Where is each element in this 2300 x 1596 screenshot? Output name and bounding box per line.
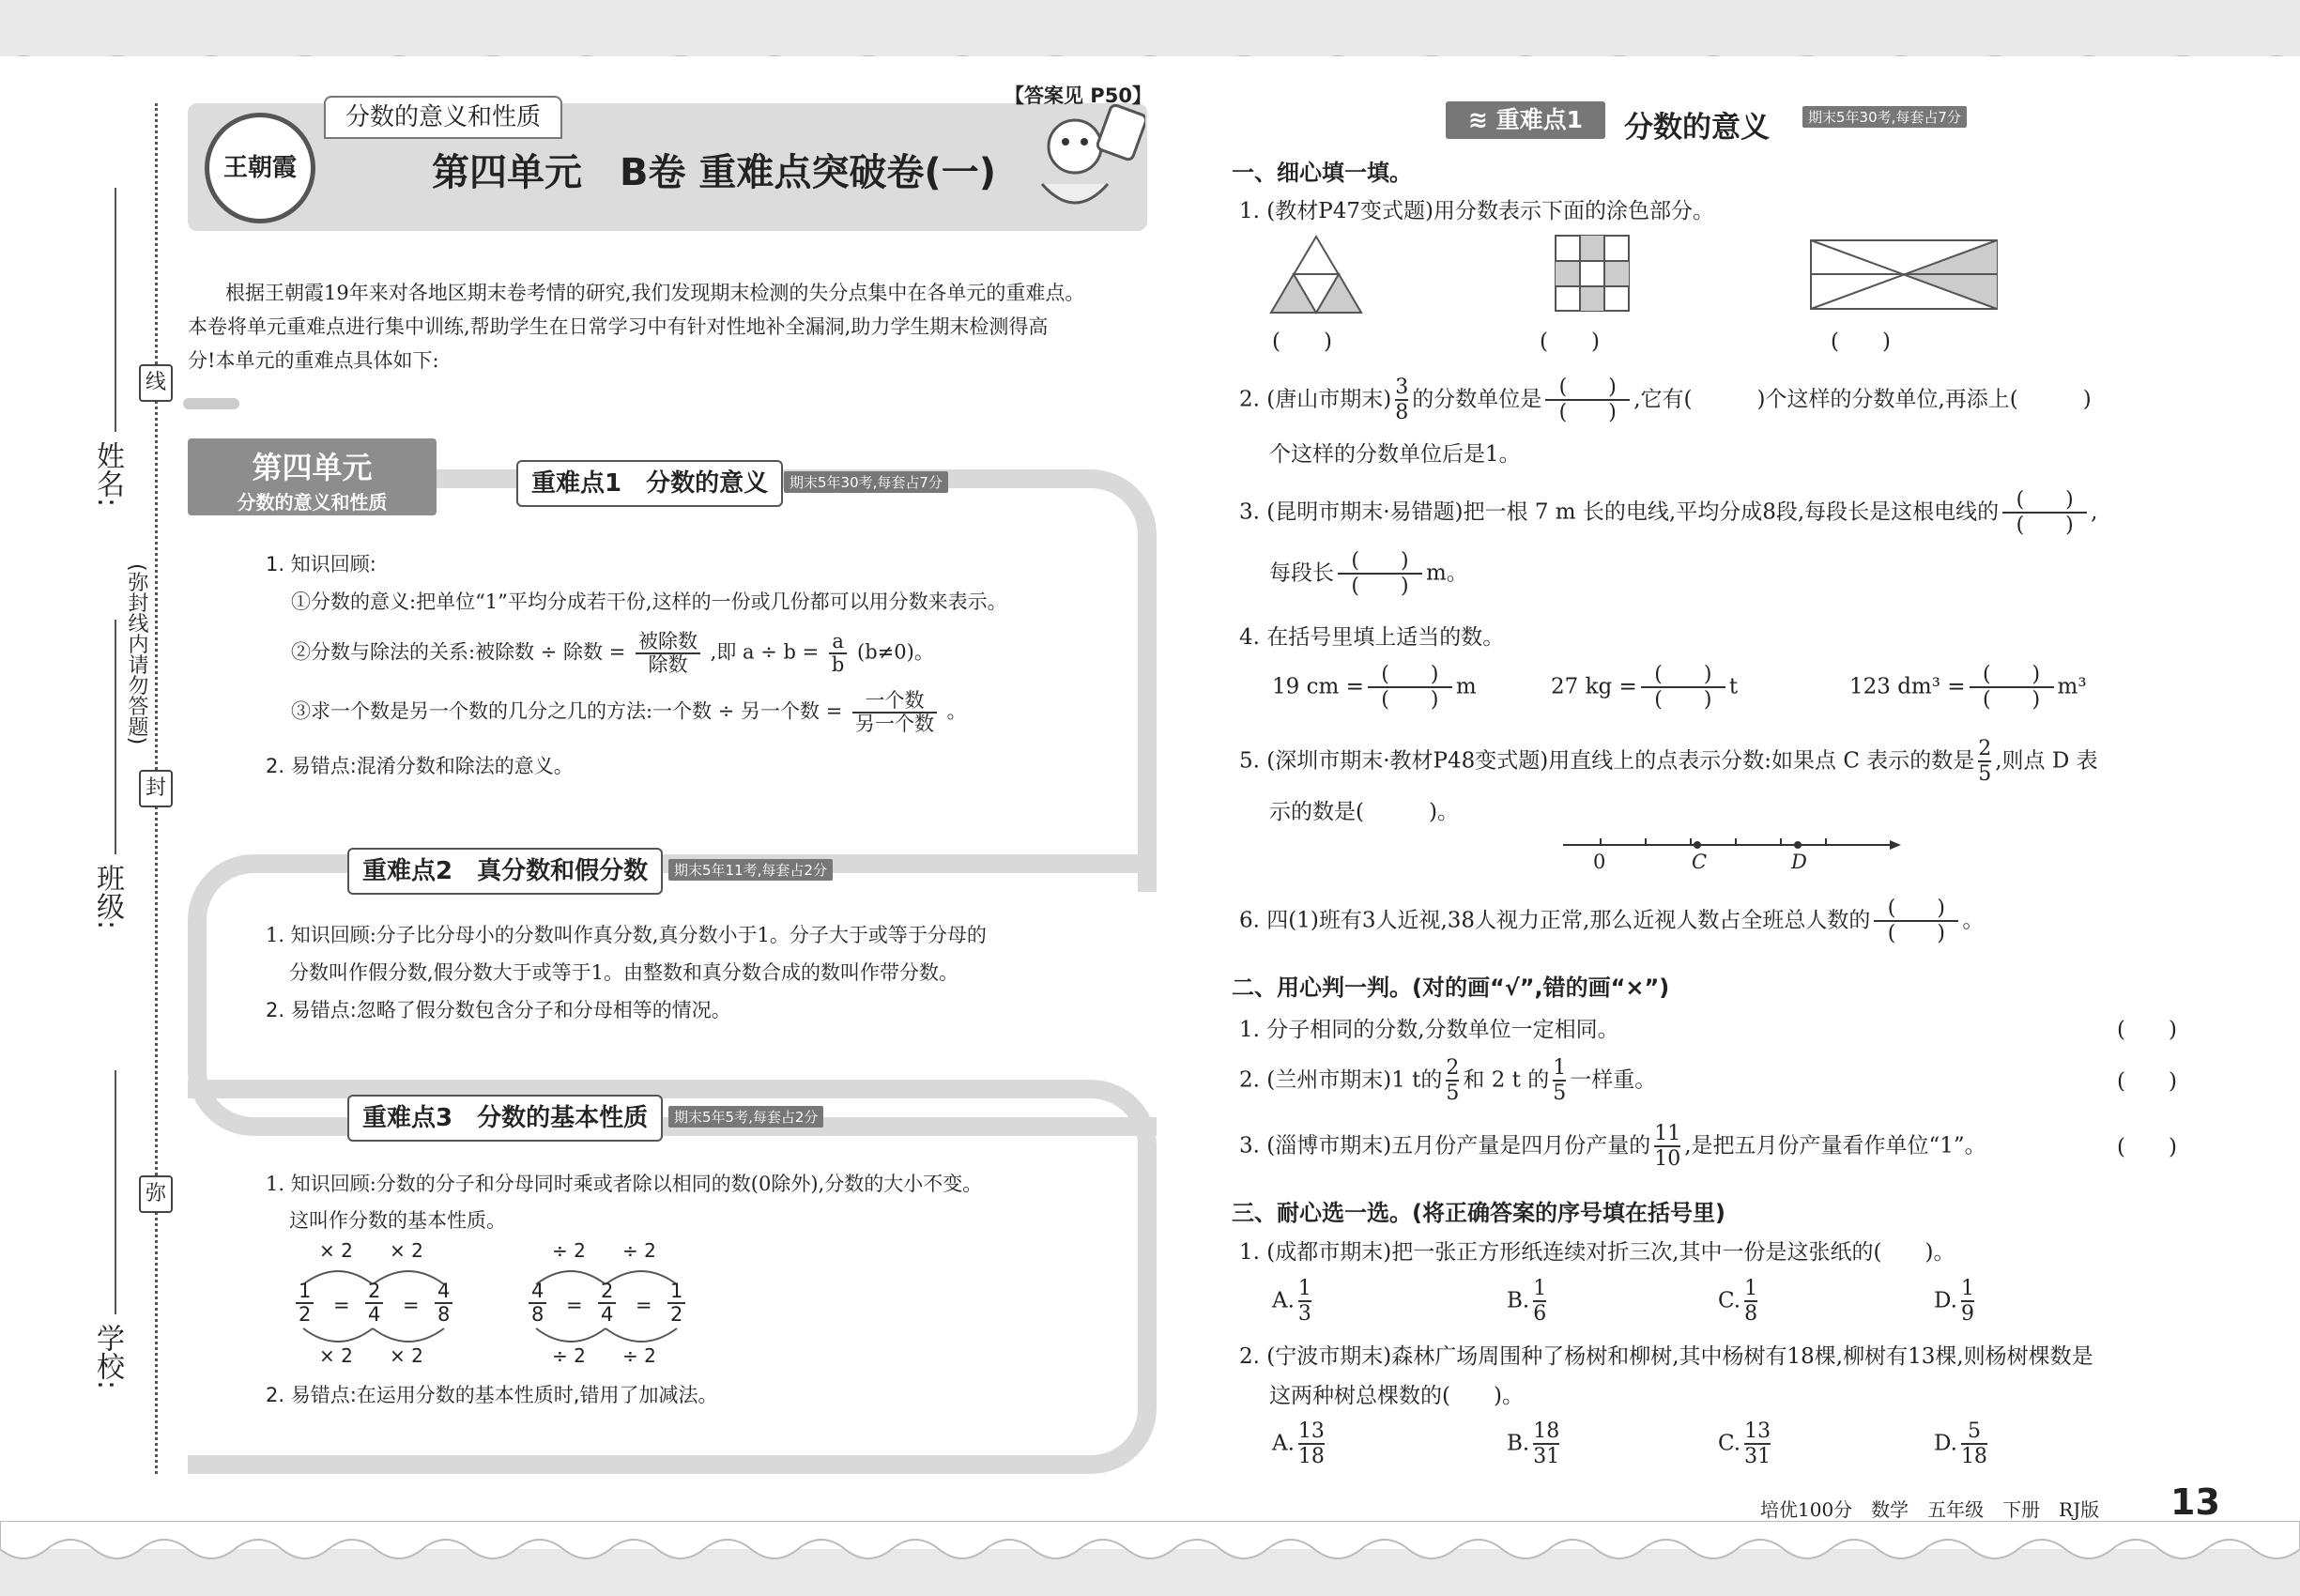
kp1-r3-den: 另一个数 (854, 713, 934, 736)
kp1-r3a: ③求一个数是另一个数的几分之几的方法:一个数 ÷ 另一个数 = (291, 699, 843, 723)
nl-label-d: D (1791, 851, 1807, 873)
kp1-r2-a: a (829, 631, 847, 654)
school-label: 学校: (91, 1324, 124, 1390)
j1-text: 1. 分子相同的分数,分数单位一定相同。 (1239, 1018, 1619, 1042)
c1-opt-c[interactable] (1718, 1277, 1761, 1327)
j3-num: 11 (1654, 1122, 1680, 1147)
c1-d-den: 9 (1960, 1302, 1974, 1327)
c1-b-num: 1 (1533, 1277, 1546, 1302)
kp2-l1: 1. 知识回顾:分子比分母小的分数叫作真分数,真分数小于1。分子大于或等于分母的 (266, 924, 987, 946)
q3-a: 3. (昆明市期末·易错题)把一根 7 m 长的电线,平均分成8段,每段长是这根电线的 (1239, 499, 2000, 525)
c2-b-letter: B. (1507, 1431, 1530, 1456)
j3 (1239, 1122, 1986, 1172)
kp1-mistake: 2. 易错点:混淆分数和除法的意义。 (266, 755, 574, 777)
c1-d-letter: D. (1934, 1288, 1957, 1313)
kp1-label: 重难点1 分数的意义 (516, 460, 783, 507)
kp1-r3 (291, 690, 967, 735)
kp2-l2: 分数叫作假分数,假分数大于或等于1。由整数和真分数合成的数叫作带分数。 (289, 961, 959, 984)
right-kp-badge: ≋ 重难点1 (1446, 101, 1605, 139)
q5-a: 5. (深圳市期末·教材P48变式题)用直线上的点表示分数:如果点 C 表示的数是 (1239, 748, 1975, 774)
ex1-f1-num: 1 (296, 1281, 314, 1304)
q1-answer-3[interactable]: ( ) (1831, 330, 1891, 354)
j3-b: ,是把五月份产量看作单位“1”。 (1684, 1133, 1986, 1159)
q3-line-1: 3. (昆明市期末·易错题)把一根 7 m 长的电线,平均分成8段,每段长是这根电线的 ( ) ( ), (1239, 488, 2098, 538)
bottom-wave-edge (0, 1521, 2300, 1587)
class-label: 班级: (91, 864, 124, 930)
name-field[interactable] (115, 188, 116, 432)
c2-opt-c[interactable] (1718, 1420, 1774, 1469)
unit-badge-subtitle: 分数的意义和性质 (237, 491, 388, 514)
logo-text: 王朝霞 (222, 154, 297, 182)
kp1-r2c: (b≠0)。 (857, 640, 934, 664)
c2-a-den: 18 (1297, 1445, 1325, 1469)
j2-a: 2. (兰州市期末)1 t的 (1239, 1067, 1443, 1093)
kp1-r1: ①分数的意义:把单位“1”平均分成若干份,这样的一份或几份都可以用分数来表示。 (291, 591, 1007, 613)
q2-line-2: 个这样的分数单位后是1。 (1269, 442, 1521, 467)
kp1-tag: 期末5年30考,每套占7分 (784, 471, 948, 493)
kp3-label: 重难点3 分数的基本性质 (347, 1095, 663, 1142)
q4b-blank[interactable]: ( ) ( ) (1641, 663, 1725, 713)
kp3-tag: 期末5年5考,每套占2分 (668, 1106, 823, 1128)
q4c-label: 123 dm³ = (1849, 674, 1966, 699)
right-kp-tag: 期末5年30考,每套占7分 (1802, 106, 1967, 128)
q4a-blank[interactable]: ( ) ( ) (1368, 663, 1452, 713)
q4b-unit: t (1728, 674, 1739, 699)
c1-a-num: 1 (1298, 1277, 1311, 1302)
name-label: 姓名: (91, 441, 124, 508)
ex1-op-bottom-1: × 2 (319, 1344, 353, 1367)
answer-ref: 【答案见 P50】 (1004, 84, 1152, 107)
j2-b: 和 2 t 的 (1463, 1067, 1550, 1093)
q3-blank-frac-1[interactable]: ( ) ( ) (2002, 488, 2087, 538)
c2-c-letter: C. (1718, 1431, 1741, 1456)
nl-label-0: 0 (1593, 851, 1606, 873)
track-top (188, 469, 1157, 892)
train-icon (183, 394, 239, 413)
ex2-f1-num: 4 (529, 1281, 546, 1304)
q6-text: 6. 四(1)班有3人近视,38人视力正常,那么近视人数占全班总人数的 (1239, 908, 1871, 933)
q4a (1272, 663, 1477, 713)
q4b (1551, 663, 1738, 713)
header-tab: 分数的意义和性质 (324, 96, 562, 139)
ex2-f2-num: 2 (598, 1281, 616, 1304)
q4c (1849, 663, 2087, 713)
c1-c-num: 1 (1744, 1277, 1757, 1302)
q3-blank-frac-2[interactable]: ( ) ( ) (1338, 549, 1422, 599)
ex2-f3-den: 2 (670, 1303, 683, 1327)
c1-opt-d[interactable] (1934, 1277, 1978, 1327)
q2-num: 3 (1395, 376, 1408, 401)
section-1-heading: 一、细心填一填。 (1232, 160, 1412, 186)
page-number: 13 (2170, 1481, 2220, 1523)
section-3-heading: 三、耐心选一选。(将正确答案的序号填在括号里) (1232, 1200, 1725, 1226)
ex1-eq-2: = (403, 1294, 420, 1316)
number-line (1563, 836, 1901, 873)
q5-line-2: 示的数是( )。 (1269, 800, 1459, 824)
c2-opt-a[interactable] (1272, 1420, 1328, 1469)
ex1-f1-den: 2 (299, 1303, 312, 1327)
j3-a: 3. (淄博市期末)五月份产量是四月份产量的 (1239, 1133, 1651, 1159)
c2-a-letter: A. (1272, 1431, 1295, 1456)
intro-line-2: 本卷将单元重难点进行集中训练,帮助学生在日常学习中有针对性地补全漏洞,助力学生期末检测得高 (188, 315, 1049, 338)
c2-line-1: 2. (宁波市期末)森林广场周围种了杨树和柳树,其中杨树有18棵,柳树有13棵,则杨树棵数是 (1239, 1344, 2093, 1369)
j1-answer[interactable]: ( ) (2117, 1018, 2177, 1042)
kp1-review-title: 1. 知识回顾: (266, 553, 376, 575)
q2-line-1 (1239, 376, 2092, 425)
kp3-l2: 这叫作分数的基本性质。 (289, 1209, 506, 1232)
unit-badge-title: 第四单元 (252, 450, 373, 485)
c1-text: 1. (成都市期末)把一张正方形纸连续对折三次,其中一份是这张纸的( )。 (1239, 1240, 1955, 1265)
q6-blank[interactable]: ( ) ( ) (1874, 897, 1958, 946)
c2-c-num: 13 (1744, 1420, 1771, 1445)
ex2-op-bottom-2: ÷ 2 (622, 1344, 656, 1367)
kp3-l1: 1. 知识回顾:分数的分子和分母同时乘或者除以相同的数(0除外),分数的大小不变。 (266, 1173, 983, 1195)
q5-b: ,则点 D 表 (1995, 748, 2098, 774)
j2-c: 一样重。 (1570, 1067, 1657, 1093)
q1-text: 1. (教材P47变式题)用分数表示下面的涂色部分。 (1239, 199, 1714, 223)
c1-opt-a[interactable] (1272, 1277, 1315, 1327)
ex1-f2-den: 4 (368, 1303, 381, 1327)
kp1-r3b: 。 (946, 699, 967, 723)
c2-line-2: 这两种树总棵数的( )。 (1269, 1384, 1524, 1408)
kp1-r2a: ②分数与除法的关系:被除数 ÷ 除数 = (291, 640, 626, 664)
q3-line-2 (1269, 549, 1468, 599)
q1-answer-1[interactable]: ( ) (1272, 330, 1332, 354)
q2-source: 2. (唐山市期末) (1239, 387, 1392, 412)
c2-d-letter: D. (1934, 1431, 1957, 1456)
q5-line-1 (1239, 737, 2098, 787)
j3-den: 10 (1654, 1147, 1681, 1172)
property-example-multiply (286, 1239, 474, 1371)
right-kp-label: 重难点1 (1495, 106, 1584, 133)
q2-den: 8 (1395, 401, 1409, 425)
c1-c-letter: C. (1718, 1288, 1741, 1313)
ex2-op-top-2: ÷ 2 (622, 1239, 656, 1262)
ex2-op-bottom-1: ÷ 2 (552, 1344, 586, 1367)
q4c-unit: m³ (2057, 674, 2087, 699)
kp1-r2-num: 被除数 (636, 631, 700, 654)
q3-c: m。 (1426, 560, 1468, 586)
j3-answer[interactable]: ( ) (2117, 1135, 2177, 1159)
kp1-r2 (291, 631, 934, 676)
q4a-unit: m (1455, 674, 1477, 699)
seal-note: (弥封线内请勿答题) (125, 563, 148, 745)
ex2-f1-den: 8 (531, 1303, 544, 1327)
right-kp-title: 分数的意义 (1624, 111, 1770, 145)
ex1-op-top-1: × 2 (319, 1239, 353, 1262)
ex1-f2-num: 2 (365, 1281, 383, 1304)
q4-text: 4. 在括号里填上适当的数。 (1239, 625, 1505, 650)
ex1-op-top-2: × 2 (390, 1239, 423, 1262)
c1-b-den: 6 (1533, 1302, 1547, 1327)
kp1-r3-num: 一个数 (852, 690, 937, 714)
ex1-f3-num: 4 (435, 1281, 452, 1304)
property-example-divide (519, 1239, 707, 1371)
j2-num1: 2 (1446, 1056, 1459, 1082)
kp2-tag: 期末5年11考,每套占2分 (668, 859, 833, 881)
ex1-op-bottom-2: × 2 (390, 1344, 423, 1367)
c1-a-den: 3 (1297, 1302, 1311, 1327)
j2-answer[interactable]: ( ) (2117, 1069, 2177, 1094)
ex2-eq-2: = (636, 1294, 652, 1316)
rectangle-figure (1810, 239, 1998, 310)
ex2-op-top-1: ÷ 2 (552, 1239, 586, 1262)
q4b-label: 27 kg = (1551, 674, 1637, 699)
nl-label-c: C (1692, 851, 1708, 873)
c1-opt-b[interactable] (1507, 1277, 1550, 1327)
seal-mark: 封 (139, 770, 173, 807)
ex1-eq-1: = (333, 1294, 350, 1316)
c1-d-num: 1 (1961, 1277, 1974, 1302)
j2-den2: 5 (1553, 1082, 1567, 1106)
kp3-mistake: 2. 易错点:在运用分数的基本性质时,错用了加减法。 (266, 1384, 718, 1406)
triangle-figure (1269, 235, 1363, 315)
c2-opt-b[interactable] (1507, 1420, 1563, 1469)
c1-a-letter: A. (1272, 1288, 1295, 1313)
class-field[interactable] (115, 620, 116, 854)
kp1-r2-den: 除数 (648, 653, 688, 677)
c2-a-num: 13 (1298, 1420, 1325, 1445)
c2-d-num: 5 (1961, 1420, 1987, 1445)
page-title: 第四单元 B卷 重难点突破卷(一) (432, 151, 996, 194)
q5-den: 5 (1978, 762, 1992, 787)
intro-line-3: 分!本单元的重难点具体如下: (188, 349, 439, 372)
intro-line-1: 根据王朝霞19年来对各地区期末卷考情的研究,我们发现期末检测的失分点集中在各单元的重难点。 (225, 282, 1085, 304)
q4c-blank[interactable]: ( ) ( ) (1970, 663, 2054, 713)
c2-b-num: 18 (1533, 1420, 1559, 1445)
q5-num: 2 (1978, 737, 1991, 762)
grid-figure (1555, 235, 1630, 312)
footer-text: 培优100分 数学 五年级 下册 RJ版 (1760, 1498, 2100, 1521)
q2-b: 的分数单位是 (1412, 387, 1542, 412)
kp1-r2-b: b (831, 653, 845, 677)
q3-b: 每段长 (1269, 560, 1334, 586)
j2-num2: 1 (1553, 1056, 1566, 1082)
ex2-eq-1: = (566, 1294, 583, 1316)
q1-answer-2[interactable]: ( ) (1540, 330, 1600, 354)
c2-opt-d[interactable] (1934, 1420, 1991, 1469)
kp2-l3: 2. 易错点:忽略了假分数包含分子和分母相等的情况。 (266, 999, 731, 1021)
ex1-f3-den: 8 (437, 1303, 451, 1327)
section-2-heading: 二、用心判一判。(对的画“√”,错的画“×”) (1232, 974, 1670, 1001)
mi-mark: 弥 (139, 1175, 173, 1213)
c1-c-den: 8 (1744, 1302, 1758, 1327)
q2-blank-frac[interactable]: ( ) ( ) (1545, 376, 1630, 425)
kp1-r2b: ,即 a ÷ b = (710, 640, 820, 664)
j2 (1239, 1056, 1656, 1106)
publisher-logo (205, 113, 315, 223)
cartoon-mascot-icon (986, 90, 1145, 231)
ex2-f2-den: 4 (601, 1303, 614, 1327)
j2-den1: 5 (1446, 1082, 1460, 1106)
kp2-label: 重难点2 真分数和假分数 (347, 848, 663, 895)
c2-d-den: 18 (1960, 1445, 1987, 1469)
q2-c: ,它有( )个这样的分数单位,再添上( ) (1633, 387, 2092, 412)
unit-badge (188, 438, 437, 515)
line-mark: 线 (139, 364, 173, 402)
c2-b-den: 31 (1533, 1445, 1560, 1469)
school-field[interactable] (115, 1070, 116, 1314)
ex2-f3-num: 1 (667, 1281, 685, 1304)
q4a-label: 19 cm = (1272, 674, 1364, 699)
c2-c-den: 31 (1744, 1445, 1771, 1469)
c1-b-letter: B. (1507, 1288, 1530, 1313)
q6: 6. 四(1)班有3人近视,38人视力正常,那么近视人数占全班总人数的 ( ) ( )。 (1239, 897, 1985, 946)
